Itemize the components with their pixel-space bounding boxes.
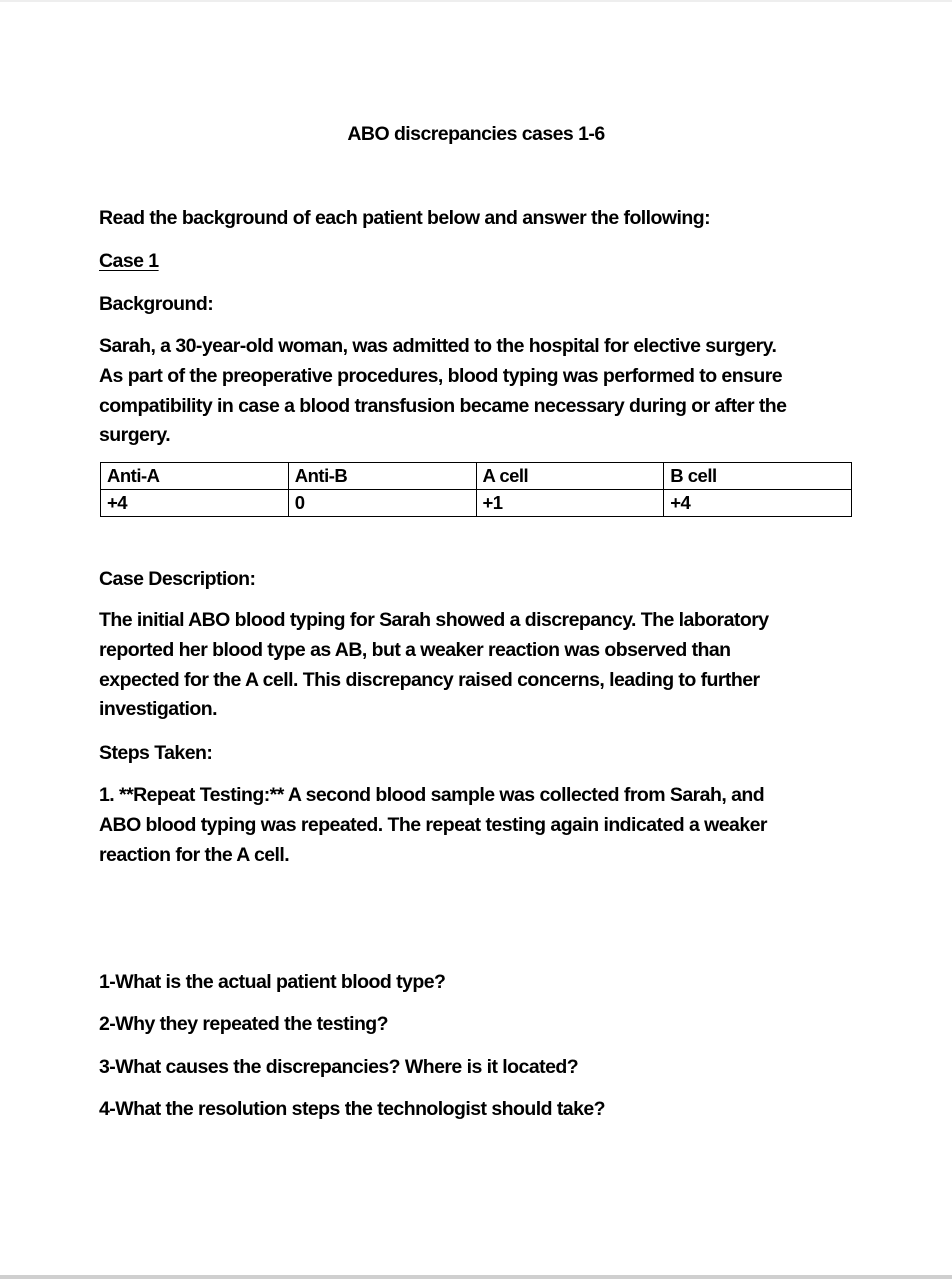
instruction-text: Read the background of each patient below and answer the following: <box>99 207 711 229</box>
steps-paragraph <box>99 781 859 870</box>
case-description-line: investigation. <box>99 698 217 721</box>
background-line: surgery. <box>99 424 171 447</box>
case-heading: Case 1 <box>99 250 159 272</box>
value-a-cell: +1 <box>476 490 664 517</box>
page-bottom-edge <box>0 1275 952 1279</box>
header-anti-a: Anti-A <box>101 463 289 490</box>
case-description-line: reported her blood type as AB, but a weaker reaction was observed than <box>99 638 731 661</box>
question-1: 1-What is the actual patient blood type? <box>99 971 446 993</box>
header-a-cell: A cell <box>476 463 664 490</box>
header-b-cell: B cell <box>664 463 852 490</box>
header-anti-b: Anti-B <box>288 463 476 490</box>
question-2: 2-Why they repeated the testing? <box>99 1013 389 1035</box>
case-description-heading: Case Description: <box>99 568 256 590</box>
background-heading: Background: <box>99 293 214 315</box>
table-row <box>101 490 852 517</box>
background-line: Sarah, a 30-year-old woman, was admitted to the hospital for elective surgery. <box>99 335 777 357</box>
steps-line: reaction for the A cell. <box>99 843 290 866</box>
table-header-row <box>101 463 852 490</box>
case-description-line: The initial ABO blood typing for Sarah showed a discrepancy. The laboratory <box>99 609 769 631</box>
steps-line: ABO blood typing was repeated. The repeat testing again indicated a weaker <box>99 813 767 836</box>
background-paragraph <box>99 332 859 451</box>
background-line: As part of the preoperative procedures, blood typing was performed to ensure <box>99 364 783 387</box>
document-title: ABO discrepancies cases 1-6 <box>347 123 605 145</box>
case-description-paragraph <box>99 606 859 725</box>
question-4: 4-What the resolution steps the technologist should take? <box>99 1098 606 1120</box>
steps-line: 1. **Repeat Testing:** A second blood sample was collected from Sarah, and <box>99 784 765 806</box>
value-b-cell: +4 <box>664 490 852 517</box>
question-3: 3-What causes the discrepancies? Where is it located? <box>99 1056 579 1078</box>
blood-typing-results-table <box>100 462 852 517</box>
background-line: compatibility in case a blood transfusion became necessary during or after the <box>99 394 787 417</box>
case-description-line: expected for the A cell. This discrepancy raised concerns, leading to further <box>99 668 760 691</box>
value-anti-a: +4 <box>101 490 289 517</box>
steps-heading: Steps Taken: <box>99 742 213 764</box>
value-anti-b: 0 <box>288 490 476 517</box>
